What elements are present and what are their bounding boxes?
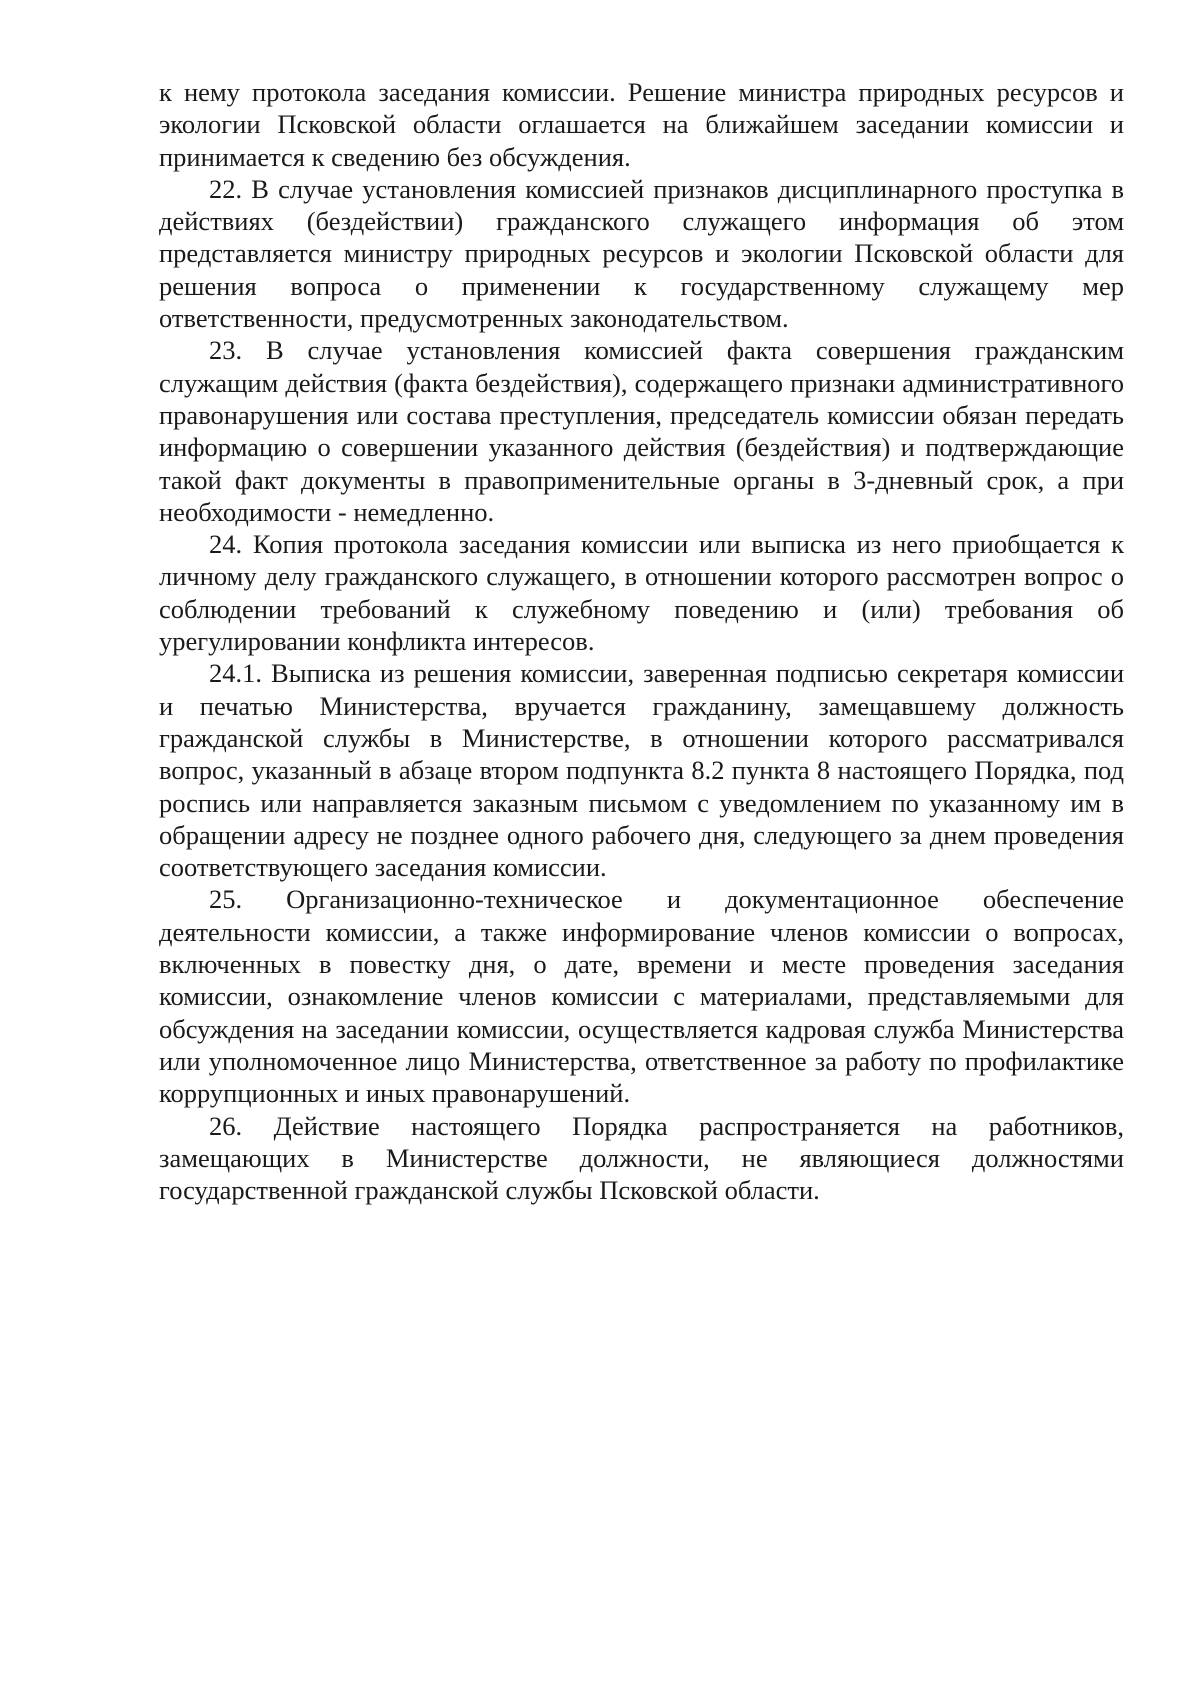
paragraph-item-25: 25. Организационно-техническое и документационное обеспечение деятельности комиссии, а также информирование членов комиссии о вопросах, включенных в повестку дня, о дате, времени и месте проведения заседания комиссии, ознакомление членов комиссии с материалами, представляемыми для обсуждения на заседании комиссии, осуществляется кадровая служба Министерства или уполномоченное лицо Министерства, ответственное за работу по профилактике коррупционных и иных правонарушений. bbox=[159, 884, 1124, 1109]
paragraph-item-22: 22. В случае установления комиссией признаков дисциплинарного проступка в действиях (бездействии) гражданского служащего информация об этом представляется министру природных ресурсов и экологии Псковской области для решения вопроса о применении к государственному служащему мер ответственности, предусмотренных законодательством. bbox=[159, 173, 1124, 334]
paragraph-continuation: к нему протокола заседания комиссии. Решение министра природных ресурсов и экологии Псковской области оглашается на ближайшем заседании комиссии и принимается к сведению без обсуждения. bbox=[159, 77, 1124, 172]
paragraph-item-26: 26. Действие настоящего Порядка распространяется на работников, замещающих в Министерстве должности, не являющиеся должностями государственной гражданской службы Псковской области. bbox=[159, 1110, 1124, 1206]
paragraph-item-24-1: 24.1. Выписка из решения комиссии, заверенная подписью секретаря комиссии и печатью Министерства, вручается гражданину, замещавшему должность гражданской службы в Министерстве, в отношении которого рассматривался вопрос, указанный в абзаце втором подпункта 8.2 пункта 8 настоящего Порядка, под роспись или направляется заказным письмом с уведомлением по указанному им в обращении адресу не позднее одного рабочего дня, следующего за днем проведения соответствующего заседания комиссии. bbox=[159, 658, 1124, 883]
paragraph-item-23: 23. В случае установления комиссией факта совершения гражданским служащим действия (факта бездействия), содержащего признаки административного правонарушения или состава преступления, председатель комиссии обязан передать информацию о совершении указанного действия (бездействия) и подтверждающие такой факт документы в правоприменительные органы в 3-дневный срок, а при необходимости - немедленно. bbox=[159, 335, 1124, 527]
paragraph-item-24: 24. Копия протокола заседания комиссии или выписка из него приобщается к личному делу гражданского служащего, в отношении которого рассмотрен вопрос о соблюдении требований к служебному поведению и (или) требования об урегулировании конфликта интересов. bbox=[159, 529, 1124, 657]
document-body bbox=[159, 76, 1124, 1206]
